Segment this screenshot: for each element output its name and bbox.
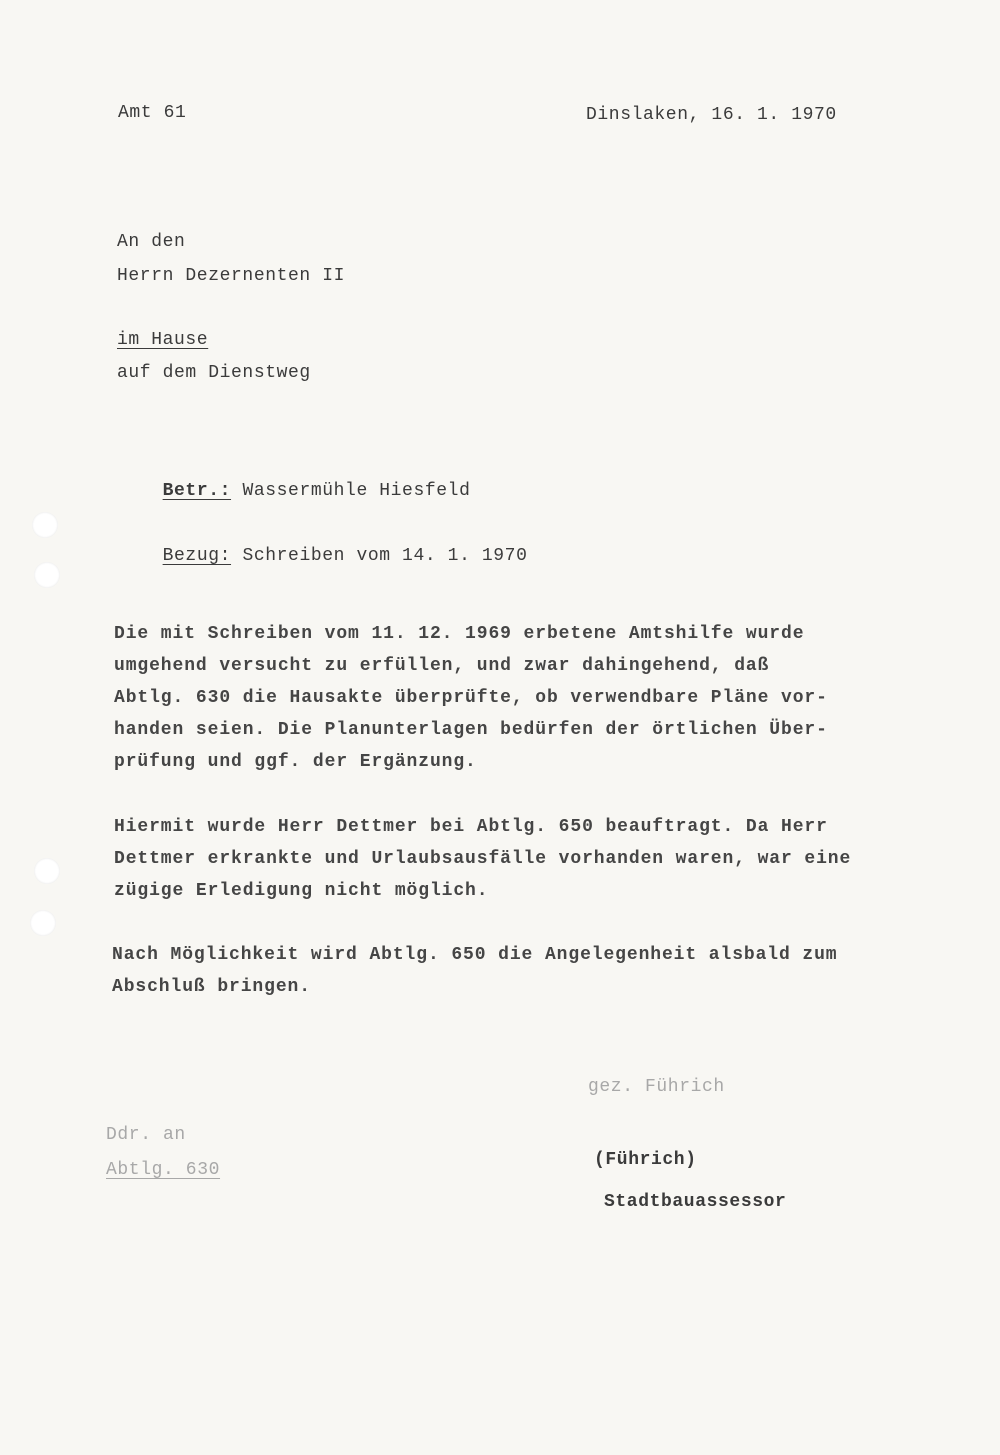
signed-by: gez. Führich	[588, 1077, 725, 1097]
recipient-line-2: Herrn Dezernenten II	[117, 266, 346, 286]
office-label: Amt 61	[118, 103, 187, 123]
bezug-text: Schreiben vom 14. 1. 1970	[242, 546, 528, 566]
recipient-line-4: auf dem Dienstweg	[117, 363, 311, 383]
copy-to-label: Ddr. an	[106, 1125, 186, 1145]
body-p1-line-1: Die mit Schreiben vom 11. 12. 1969 erbetene Amtshilfe wurde	[114, 624, 805, 644]
recipient-line-1: An den	[117, 232, 186, 252]
body-p3-line-2: Abschluß bringen.	[112, 977, 311, 997]
body-p1-line-5: prüfung und ggf. der Ergänzung.	[114, 752, 477, 772]
punch-hole-bottom	[30, 910, 56, 936]
subject-line	[117, 461, 470, 521]
reference-line	[117, 526, 527, 586]
body-p1-line-3: Abtlg. 630 die Hausakte überprüfte, ob verwendbare Pläne vor-	[114, 688, 828, 708]
punch-hole-top	[32, 512, 58, 538]
body-p2-line-2: Dettmer erkrankte und Urlaubsausfälle vorhanden waren, war eine	[114, 849, 852, 869]
body-p2-line-3: zügige Erledigung nicht möglich.	[114, 881, 489, 901]
punch-hole-lower	[34, 858, 60, 884]
signer-name: (Führich)	[594, 1150, 697, 1170]
punch-hole-upper	[34, 562, 60, 588]
body-p1-line-4: handen seien. Die Planunterlagen bedürfen der örtlichen Über-	[114, 720, 828, 740]
place-date: Dinslaken, 16. 1. 1970	[586, 105, 837, 125]
body-p2-line-1: Hiermit wurde Herr Dettmer bei Abtlg. 650 beauftragt. Da Herr	[114, 817, 828, 837]
body-p3-line-1: Nach Möglichkeit wird Abtlg. 650 die Angelegenheit alsbald zum	[112, 945, 838, 965]
bezug-label: Bezug:	[162, 546, 232, 566]
body-p1-line-2: umgehend versucht zu erfüllen, und zwar dahingehend, daß	[114, 656, 770, 676]
copy-to-department: Abtlg. 630	[106, 1160, 221, 1180]
betr-text: Wassermühle Hiesfeld	[242, 481, 471, 501]
betr-label: Betr.:	[162, 481, 232, 501]
signer-title: Stadtbauassessor	[604, 1192, 787, 1212]
recipient-line-3: im Hause	[117, 330, 209, 350]
